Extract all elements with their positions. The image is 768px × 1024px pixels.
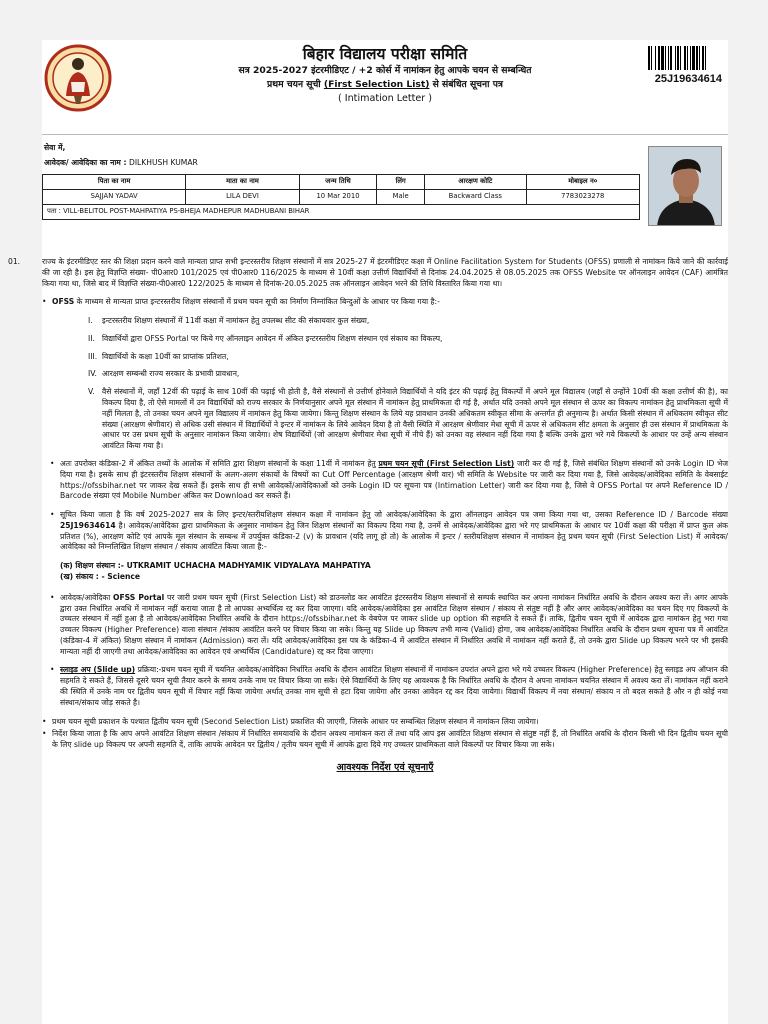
slide-up-process: • स्लाइड अप (Slide up) प्रक्रिया:-प्रथम चयन सूची में चयनित आवेदक/आवेदिका निर्धारित अवधि के दौरान आवंटित शिक्षण संस्थानों में नामांकन उपरांत अपने द्वारा भरे गये उच्चतर विकल्प (Higher Preference) हेतु स्लाइड अप ऑप्शन की सहमति दे सकते हैं, जिससे दूसरे चयन सूची तैयार करने के समय उनके नाम पर विचार किया जा सके। ऐसे विद्यार्थियों के लिए यह आवश्यक है कि निर्धारित अवधि के दौरान वे अपना नामांकन चयनित संस्थान में अवश्य करा लें। नामांकन नहीं कराने की स्थिति में उनके नाम पर द्वितीय चयन सूची में विचार नहीं किया जायेगा अर्थात् उनका नाम सूची से हटा दिया जायेगा और उनका आवेदन रद्द कर दिया जायेगा। विद्यार्थी विकल्प में नया संस्थान/ संकाय न तो बदल सकते है और न ही कोई नया संस्थान/संकाय जोड़ सकते है। [42, 665, 728, 708]
header-father-name: पिता का नाम [43, 175, 186, 190]
letter-header [42, 40, 728, 132]
criteria-item-5: V. वैसे संस्थानों में, जहाँ 12वीं की पढ़ाई के साथ 10वीं की पढ़ाई भी होती है, वैसे संस्थानों से उत्तीर्ण होनेवाले विद्यार्थियों ने यदि इंटर की पढ़ाई हेतु विकल्पों में अपने मूल विद्यालय (जहाँ से उन्होंने 10वीं की कक्षा उत्तीर्ण की है), का विकल्प दिया है, तो ऐसे मामलों में उन विद्यार्थियों को राज्य सरकार के निर्णयानुसार अपने मूल संस्थान में नामांकन हेतु प्राथमिकता दी गई है, अर्थात यदि उनको अपने मूल संस्थान से ऊपर का विकल्प नामांकन हेतु प्राथमिकता सूची में नहीं मिलता है, तो उनका चयन अपने मूल विद्यालय में नामांकन हेतु किया जायेगा। किन्तु शिक्षण संस्थान के लिये यह प्रावधान उनकी अधिकतम स्वीकृत सीमा के अन्तर्गत ही अनुमान्य है। अर्थात किसी संस्थान में अधिकतम स्वीकृत सीट संख्या (आरक्षण श्रेणीवार) से अधिक उसी संस्थान में विद्यार्थियों ने इन्टर में नामांकन के लिये आवेदन दिया है तो वैसी स्थिति में आरक्षण श्रेणीवार मेधा सूची में ऊपर से अधिकतम सीट क्षमता के अनुसार ही उस संस्थान में प्राथमिकता के आधार पर उस प्रथम सूची के अनुसार नामांकन किया जायेगा। शेष विद्यार्थियों (जो आरक्षण श्रेणीवार मेधा सूची में नीचे हैं) को उनका वह संस्थान नहीं दिया गया है बल्कि उनके द्वारा भरे गये विकल्पों के आधार पर उन्हें अन्य संस्थान आवंटित किया गया है। [88, 387, 729, 451]
instructions-heading: आवश्यक निर्देश एवं सूचनाएँ [336, 761, 434, 773]
mother-name: LILA DEVI [186, 190, 299, 205]
title-block [142, 44, 628, 106]
header-divider [42, 134, 728, 135]
admission-instructions: • आवेदक/आवेदिका OFSS Portal पर जारी प्रथम चयन सूची (First Selection List) को डाउनलोड कर आवंटित इंटरस्तरीय शिक्षण संस्थानों से सम्पर्क स्थापित कर अपना नामांकन निर्धारित अवधि के दौरान अवश्य करा लें। अगर आपके द्वारा उक्त निर्धारित अवधि में नामांकन नहीं कराया जाता है तो आपका अभ्यर्थित्व रद्द कर दिया जाएगा। यदि आवेदक/आवेदिका इस आवंटित शिक्षण संस्थान / संकाय से संतुष्ट नहीं है और अगर आवेदक/आवेदिका का चयन दिए गए विकल्पों के उच्चतर संस्थान में नहीं हुआ है तो आवेदक/आवेदिका निर्धारित अवधि के दौरान https://ofssbihar.net के वेबपेज पर जाकर slide up option की सहमति दे सकते हैं। ताकि, द्वितीय चयन सूची में आवेदक द्वारा नामांकन हेतु भरा गया उच्चतर विकल्प (Higher Preference) वाला संस्थान /संकाय आवंटित करने पर विचार किया जा सके। किन्तु यह Slide up विकल्प तभी मान्य (Valid) होगा, जब आवेदक/आवेदिका निर्धारित अवधि के दौरान प्रथम सूचना पत्र में आवंटित (कंडिका-4 में अंकित) शिक्षण संस्थान में नामांकन (Admission) करा लें। यदि आवेदक/आवेदिका इस पत्र के कंडिका-4 में आवंटित संस्थान में निर्धारित अवधि में नामांकन नहीं कराते हैं, तो उनके द्वारा Slide up विकल्प भरने पर भी इसकी मान्यता नहीं दी जाएगी तथा आवेदक/आवेदिका का आवेदन एवं अभ्यर्थित्व (Candidature) रद्द कर दिया जाएगा। [42, 593, 728, 658]
paragraph-number: 01. [8, 257, 21, 266]
criteria-item-1: I. इन्टरस्तरीय शिक्षण संस्थानों में 11वीं कक्षा में नामांकन हेतु उपलब्ध सीट की संकायवार कुल संख्या, [88, 316, 370, 326]
header-mobile: मोबाइल न० [526, 175, 639, 190]
selection-list-line: प्रथम चयन सूची (First Selection List) से संबंधित सूचना पत्र [267, 78, 503, 90]
criteria-item-3: III. विद्यार्थियों के कक्षा 10वीं का प्राप्तांक प्रतिशत, [88, 351, 229, 361]
allotted-institution: (क) शिक्षण संस्थान :- UTKRAMIT UCHACHA MADHYAMIK VIDYALAYA MAHPATIYA [60, 561, 371, 571]
header-mother-name: माता का नाम [186, 175, 299, 190]
father-name: SAJJAN YADAV [43, 190, 186, 205]
barcode-icon [648, 46, 728, 70]
slide-up-direction: • निर्देश किया जाता है कि आप अपने आवंटित शिक्षण संस्थान /संकाय में निर्धारित समयावधि के दौरान अवश्य नामांकन करा लें तथा यदि आप इस आवंटित शिक्षण संस्थान से संतुष्ट नहीं हैं, तो निर्धारित अवधि के दौरान किसी भी दिन द्वितीय चयन सूची के लिए slide up विकल्प पर अपनी सहमति दें, ताकि आपके आवेदन पर द्वितीय / तृतीय चयन सूची में आपके द्वारा दिये गए उच्चतर प्राथमिकता वाले विकल्पों पर विचार किया जा सके। [42, 729, 728, 751]
applicant-name-line: आवेदक/ आवेदिका का नाम : DILKHUSH KUMAR [44, 158, 198, 167]
criteria-item-2: II. विद्यार्थियों द्वारा OFSS Portal पर किये गए ऑनलाइन आवेदन में अंकित इन्टरस्तरीय शिक्षण संस्थान एवं संकाय का विकल्प, [88, 333, 443, 343]
table-row [43, 190, 640, 205]
bseb-seal-icon [44, 42, 112, 118]
board-name: बिहार विद्यालय परीक्षा समिति [302, 45, 468, 63]
person-photo-icon [649, 147, 722, 226]
table-header-row [43, 175, 640, 190]
allotment-paragraph: • सूचित किया जाता है कि वर्ष 2025-2027 सत्र के लिए इन्टर/स्तरीयशिक्षण संस्थान कक्षा में नामांकन हेतु जो आवेदक/आवेदिका के द्वारा ऑनलाइन आवेदन पत्र जमा किया गया था, उसका Reference ID / Barcode संख्या 25J19634614 है। आवेदक/आवेदिका द्वारा प्राथमिकता के अनुसार नामांकन हेतु जिन शिक्षण संस्थानों का विकल्प दिया गया है, उनमें से आवेदक/आवेदिका द्वारा भरे गए प्राथमिकता के आधार पर 10वीं कक्षा की परीक्षा में प्राप्त कुल अंक प्रतिशत (%), आरक्षण कोटि एवं आपके मूल संस्थान के सम्बन्ध में उपर्युक्त कंडिका-2 (v) के प्रावधान (यदि लागू हो तो) के आलोक में इन्टर / स्तरीयशिक्षण संस्थान में नामांकन हेतु प्रथम चयन सूची (First Selection List) में आवेदक/आवेदिका को निम्नलिखित शिक्षण संस्थान / संकाय आवंटित किया जाता है:- [42, 510, 728, 553]
second-list-note: • प्रथम चयन सूची प्रकाशन के पश्चात द्वितीय चयन सूची (Second Selection List) प्रकाशित की जाएगी, जिसके आधार पर सम्बन्धित शिक्षण संस्थान में नामांकन लिया जायेगा। [42, 717, 728, 728]
letter-body [8, 257, 729, 774]
header-category: आरक्षण कोटि [425, 175, 526, 190]
applicant-details-table [42, 174, 640, 220]
address: पता : VILL-BELITOL POST-MAHPATIYA PS-BHEJA MADHEPUR MADHUBANI BIHAR [43, 205, 640, 220]
selection-list-paragraph: • अतः उपरोक्त कंडिका-2 में अंकित तथ्यों के आलोक में समिति द्वारा शिक्षण संस्थानों के कक्षा 11वीं में नामांकन हेतु प्रथम चयन सूची (First Selection List) जारी कर दी गई है, जिसे संबंधित शिक्षण संस्थानों को उनके Login ID भेज दिया गया है। इसके साथ ही इंटरस्तरीय शिक्षण संस्थानों के अलग-अलग संकायों के विषयों का Cut Off Percentage (आरक्षण श्रेणी वार) भी समिति के Website पर जारी कर दिया गया है, जिसे आवेदक/आवेदिका समिति के वेबसाईट https://ofssbihar.net पर जाकर देख सकते हैं। इसके साथ ही सभी आवेदकों/आवेदिकाओं को उनके Login ID पर सूचना पत्र (Intimation Letter) जारी कर दिया गया है, जिसे वे OFSS Portal पर अपने Reference ID / Barcode संख्या एवं Mobile Number अंकित कर Download कर सकते हैं। [42, 459, 728, 502]
greeting: सेवा में, [44, 143, 66, 152]
mobile-number: 7783023278 [526, 190, 639, 205]
date-of-birth: 10 Mar 2010 [299, 190, 377, 205]
header-gender: लिंग [377, 175, 425, 190]
serial-number: 25J19634614 [654, 73, 722, 85]
intimation-letter [8, 40, 729, 1024]
allotted-faculty: (ख) संकाय : - Science [60, 571, 141, 581]
applicant-photo [648, 146, 722, 226]
criteria-item-4: IV. आरक्षण सम्बन्धी राज्य सरकार के प्रभावी प्रावधान, [88, 369, 240, 379]
paragraph-01: 01. राज्य के इंटरमीडिएट स्तर की शिक्षा प्रदान करने वाले मान्यता प्राप्त सभी इन्टरस्तरीय शिक्षण संस्थानों में सत्र 2025-27 में इंटरमीडिएट कक्षा में Online Facilitation System for Students (OFSS) प्रणाली से नामांकन किये जाने की कार्रवाई की जा रही है। इस हेतु विज्ञप्ति संख्या- पी0आर0 101/2025 एवं पी0आर0 116/2025 के माध्यम से 10वीं कक्षा उत्तीर्ण विद्यार्थियों से दिनांक 24.04.2025 से 08.05.2025 तक OFSS Website पर ऑनलाइन आवेदन (CAF) आमंत्रित किया गया था, जिसे बाद में विज्ञप्ति संख्या-पी0आर0 122/2025 के माध्यम से दिनांक-20.05.2025 तक ऑनलाइन आवेदन भरने की तिथि विस्तारित किया गया था। [8, 257, 728, 288]
reservation-category: Backward Class [425, 190, 526, 205]
intimation-letter-label: ( Intimation Letter ) [337, 92, 433, 104]
ofss-criteria-intro: • OFSS के माध्यम से मान्यता प्राप्त इन्टरस्तरीय शिक्षण संस्थानों में प्रथम चयन सूची का निर्माण निम्नांकित बिन्दुओं के आधार पर किया गया है:- [42, 297, 728, 308]
session-line: सत्र 2025-2027 इंटरमीडिएट / +2 कोर्स में नामांकन हेतु आपके चयन से सम्बन्धित [238, 65, 532, 77]
address-row [43, 205, 640, 220]
gender: Male [377, 190, 425, 205]
header-dob: जन्म तिथि [299, 175, 377, 190]
